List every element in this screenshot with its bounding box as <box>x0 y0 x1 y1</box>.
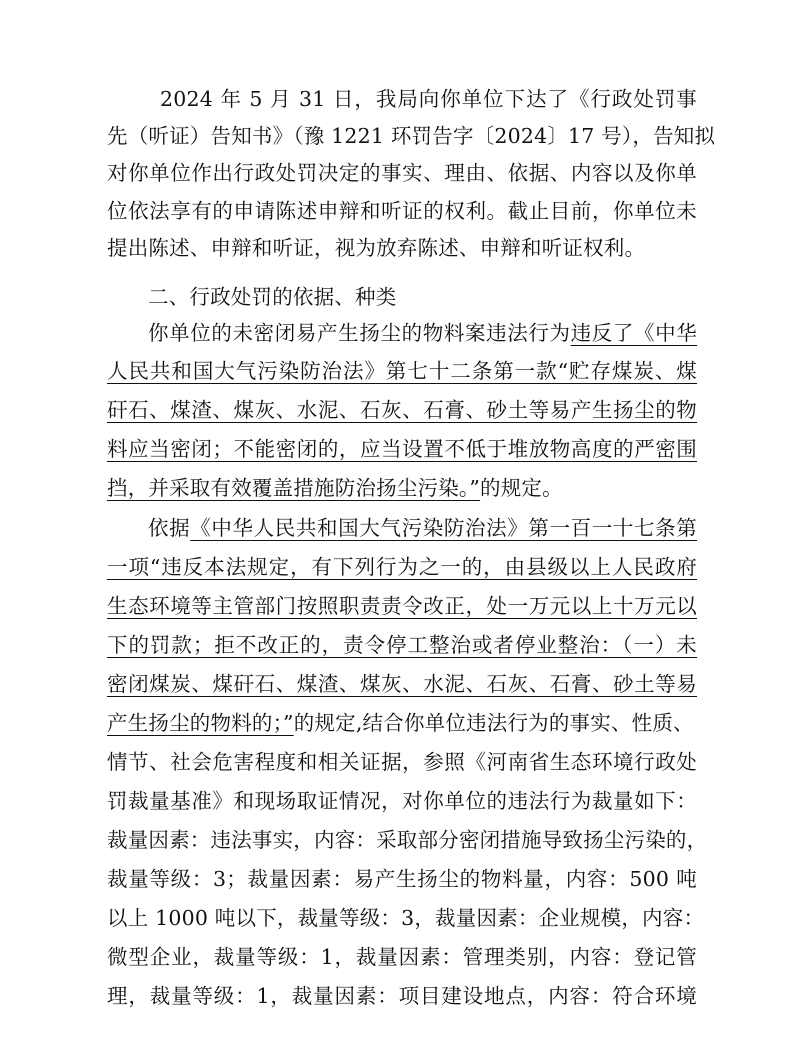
paragraph-2-line-1-plain: 你单位的未密闭易产生扬尘的物料案违法行为 <box>148 321 571 345</box>
paragraph-3-line-5 <box>107 669 697 699</box>
paragraph-2-line-3 <box>107 395 697 425</box>
paragraph-3-line-1-underlined: 《中华人民共和国大气污染防治法》第一百一十七条第 <box>190 516 697 540</box>
paragraph-2-line-5 <box>107 473 697 503</box>
paragraph-3-line-1 <box>148 513 697 543</box>
paragraph-1-line-3: 对你单位作出行政处罚决定的事实、理由、依据、内容以及你单 <box>107 161 697 185</box>
paragraph-2-line-1 <box>148 318 697 348</box>
paragraph-3-line-3-text: 生态环境等主管部门按照职责责令改正，处一万元以上十万元以 <box>107 594 697 618</box>
paragraph-3-line-8: 罚裁量基准》和现场取证情况，对你单位的违法行为裁量如下： <box>107 789 697 813</box>
paragraph-3-line-11: 以上 1000 吨以下，裁量等级：3，裁量因素：企业规模，内容： <box>107 906 705 930</box>
paragraph-3-line-2-text: 一项“违反本法规定，有下列行为之一的，由县级以上人民政府 <box>107 555 697 579</box>
paragraph-1-line-2: 先（听证）告知书》（豫 1221 环罚告字〔2024〕17 号），告知拟 <box>107 124 716 148</box>
paragraph-2-line-2-text: 人民共和国大气污染防治法》第七十二条第一款“贮存煤炭、煤 <box>107 359 697 383</box>
paragraph-3-line-7: 情节、社会危害程度和相关证据，参照《河南省生态环境行政处 <box>107 750 697 774</box>
paragraph-3-line-4-text: 下的罚款；拒不改正的，责令停工整治或者停业整治：（一）未 <box>107 633 697 657</box>
paragraph-3-line-3 <box>107 591 697 621</box>
paragraph-3-line-6-underlined: 产生扬尘的物料的；” <box>107 711 294 735</box>
paragraph-3-line-6-plain: 的规定,结合你单位违法行为的事实、性质、 <box>293 711 694 735</box>
paragraph-1-line-1: 2024 年 5 月 31 日，我局向你单位下达了《行政处罚事 <box>160 87 697 111</box>
paragraph-2-line-3-text: 矸石、煤渣、煤灰、水泥、石灰、石膏、砂土等易产生扬尘的物 <box>107 398 697 422</box>
paragraph-2-line-5-underlined: 挡，并采取有效覆盖措施防治扬尘污染。” <box>107 476 481 500</box>
paragraph-2-line-4 <box>107 434 697 464</box>
paragraph-3-line-12: 微型企业，裁量等级：1，裁量因素：管理类别，内容：登记管 <box>107 945 697 969</box>
paragraph-3-line-6 <box>107 708 697 738</box>
paragraph-3-line-9: 裁量因素：违法事实，内容：采取部分密闭措施导致扬尘污染的， <box>107 828 708 852</box>
paragraph-3-line-1-plain: 依据 <box>148 516 191 540</box>
paragraph-3-line-4 <box>107 630 697 660</box>
paragraph-2-line-5-plain: 的规定。 <box>480 476 563 500</box>
paragraph-2-line-2 <box>107 356 697 386</box>
paragraph-2-line-4-text: 料应当密闭；不能密闭的，应当设置不低于堆放物高度的严密围 <box>107 437 697 461</box>
paragraph-3-line-5-text: 密闭煤炭、煤矸石、煤渣、煤灰、水泥、石灰、石膏、砂土等易 <box>107 672 697 696</box>
paragraph-3-line-10: 裁量等级：3；裁量因素：易产生扬尘的物料量，内容：500 吨 <box>107 867 697 891</box>
paragraph-2-line-1-underlined: 违反了《中华 <box>570 321 697 345</box>
section-heading-2: 二、行政处罚的依据、种类 <box>148 285 397 309</box>
paragraph-1-line-5: 提出陈述、申辩和听证，视为放弃陈述、申辩和听证权利。 <box>107 236 646 260</box>
paragraph-1-line-4: 位依法享有的申请陈述申辩和听证的权利。截止目前，你单位未 <box>107 199 697 223</box>
paragraph-3-line-2 <box>107 552 697 582</box>
paragraph-3-line-13: 理，裁量等级：1，裁量因素：项目建设地点，内容：符合环境 <box>107 984 697 1008</box>
